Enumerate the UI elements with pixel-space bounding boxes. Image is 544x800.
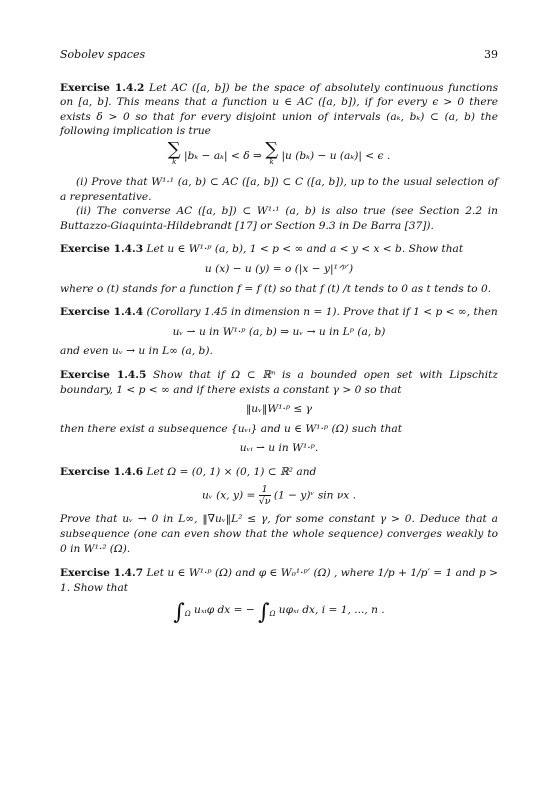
equation: u (x) − u (y) = o (|x − y|¹ᐟᵖ′) (204, 262, 354, 275)
exercise-text: (Corollary 1.45 in dimension n = 1). Prove that if 1 < p < ∞, then (146, 306, 498, 319)
integral-sign: ∫ (173, 600, 185, 626)
equation-right: |u (bₖ) − u (aₖ)| < ϵ . (281, 149, 391, 162)
exercise-heading: Exercise 1.4.5 (60, 368, 147, 381)
fraction-denominator: √ν (258, 496, 271, 508)
exercise-text: Let Ω = (0, 1) × (0, 1) ⊂ ℝ² and (146, 465, 317, 478)
exercise-1-4-2 (60, 81, 498, 139)
exercise-heading: Exercise 1.4.6 (60, 465, 144, 478)
exercise-text-mid: then there exist a subsequence {uᵥᵢ} and u ∈ W¹·ᵖ (Ω) such that (60, 422, 402, 435)
exercise-1-4-7 (60, 566, 498, 595)
equation-right: uφₓᵢ dx, i = 1, ..., n . (278, 604, 385, 617)
exercise-text: Let AC ([a, b]) be the space of absolutely continuous functions on [a, b]. This means that a function u ∈ AC ([a, b]), if for every ϵ > 0 there exists δ > 0 so that for every disjoint union of intervals (aₖ, bₖ) ⊂ (a, b) the following implication is true (60, 81, 499, 138)
exercise-1-4-3 (60, 242, 498, 257)
integral-domain: Ω (269, 610, 276, 619)
equation-left: uᵥ (x, y) = (201, 489, 256, 502)
equation-bound: ‖uᵥ‖W¹·ᵖ ≤ γ (245, 403, 313, 416)
fraction-numerator: 1 (259, 484, 271, 496)
exercise-1-4-4 (60, 305, 498, 320)
exercise-text-after: Prove that uᵥ → 0 in L∞, ‖∇uᵥ‖L² ≤ γ, for some constant γ > 0. Deduce that a subsequence (one can even show that the whole sequence) converges weakly to 0 in W¹·² (Ω). (60, 513, 498, 555)
equation-left: |bₖ − aₖ| < δ ⇒ (184, 149, 262, 162)
page-number: 39 (484, 48, 498, 61)
exercise-text-after: and even uᵥ → u in L∞ (a, b). (60, 345, 213, 358)
exercise-heading: Exercise 1.4.4 (60, 306, 144, 319)
exercise-text: Let u ∈ W¹·ᵖ (Ω) and φ ∈ W₀¹·ᵖ′ (Ω) , where 1/p + 1/p′ = 1 and p > 1. Show that (60, 567, 498, 594)
running-header (60, 48, 498, 63)
exercise-text: Let u ∈ W¹·ᵖ (a, b), 1 < p < ∞ and a < y < x < b. Show that (146, 243, 464, 256)
sum-symbol: ∑ k (167, 138, 181, 166)
equation: uᵥ ⇀ u in W¹·ᵖ (a, b) ⇒ uᵥ → u in Lᵖ (a, b) (172, 325, 386, 338)
exercise-part-ii: (ii) The converse AC ([a, b]) ⊂ W¹·¹ (a, b) is also true (see Section 2.2 in Buttazzo-Giaquinta-Hildebrandt [17] or Section 9.3 in De Barra [37]). (60, 205, 498, 232)
exercise-heading: Exercise 1.4.7 (60, 567, 144, 580)
exercise-1-4-5 (60, 368, 498, 397)
equation-weak-convergence: uᵥᵢ ⇀ u in W¹·ᵖ. (239, 442, 319, 455)
running-title: Sobolev spaces (60, 48, 146, 61)
sum-symbol: ∑ k (265, 138, 279, 166)
equation-right: (1 − y)ᵛ sin νx . (273, 489, 357, 502)
exercise-text: Show that if Ω ⊂ ℝⁿ is a bounded open set with Lipschitz boundary, 1 < p < ∞ and if there exists a constant γ > 0 so that (60, 368, 498, 396)
exercise-1-4-6 (60, 465, 498, 480)
equation-sequence (60, 484, 498, 507)
integral-domain: Ω (184, 610, 191, 619)
exercise-heading: Exercise 1.4.3 (60, 243, 144, 256)
page (60, 48, 498, 626)
equation-integration-by-parts (60, 600, 498, 626)
fraction (259, 484, 271, 507)
exercise-text-after: where o (t) stands for a function f = f (t) so that f (t) /t tends to 0 as t tends to 0. (60, 282, 492, 295)
equation-implication (60, 138, 498, 168)
equation-left: uₓᵢφ dx = − (194, 604, 255, 617)
exercise-heading: Exercise 1.4.2 (60, 81, 145, 94)
integral-sign: ∫ (258, 600, 270, 626)
exercise-part-i: (i) Prove that W¹·¹ (a, b) ⊂ AC ([a, b]) ⊂ C ([a, b]), up to the usual selection of a representative. (60, 175, 498, 203)
